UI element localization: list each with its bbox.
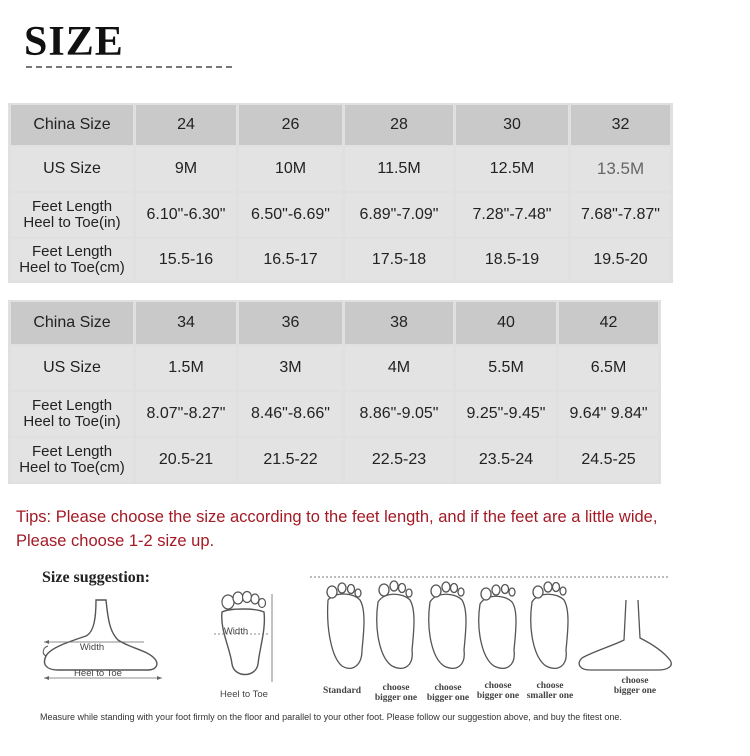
table-row [11, 147, 670, 191]
foot-type-label-line: bigger one [476, 691, 520, 701]
table-header-cell: 38 [345, 302, 453, 344]
table-cell: 11.5M [345, 147, 453, 191]
table-cell: 6.10"-6.30" [136, 193, 236, 237]
table-cell: 20.5-21 [136, 438, 236, 482]
table-cell: 21.5-22 [239, 438, 342, 482]
table-row [11, 392, 658, 436]
table-header-cell: 30 [456, 105, 568, 145]
row-label: US Size [11, 346, 133, 390]
table-cell: 23.5-24 [456, 438, 556, 482]
size-suggestion-title: Size suggestion: [42, 569, 150, 586]
foot-type-label [370, 683, 422, 703]
row-label: US Size [11, 147, 133, 191]
measurement-note: Measure while standing with your foot firmly on the floor and parallel to your other foot. Please follow our suggestion above, and buy the fitest one. [40, 712, 622, 722]
foot-type-label-line: choose [621, 676, 649, 686]
foot-type-label-line: bigger one [426, 693, 470, 703]
table-cell: 6.89"-7.09" [345, 193, 453, 237]
row-label [11, 239, 133, 281]
table-cell: 7.28"-7.48" [456, 193, 568, 237]
row-label [11, 392, 133, 436]
table-cell: 3M [239, 346, 342, 390]
table-cell: 19.5-20 [571, 239, 670, 281]
width-label-2: Width [223, 626, 249, 637]
foot-type-label-line: choose [536, 681, 564, 691]
foot-type-label [606, 676, 664, 696]
foot-type-label-line: bigger one [374, 693, 418, 703]
foot-type-label-line: bigger one [613, 686, 657, 696]
size-table-2 [8, 300, 661, 484]
table-cell: 5.5M [456, 346, 556, 390]
table-cell: 16.5-17 [239, 239, 342, 281]
foot-type-label-line: choose [484, 681, 512, 691]
table-cell: 9M [136, 147, 236, 191]
row-label-line: Heel to Toe(in) [23, 214, 121, 231]
table-header-cell: 28 [345, 105, 453, 145]
row-label [11, 438, 133, 482]
table-row [11, 193, 670, 237]
table-cell: 8.07"-8.27" [136, 392, 236, 436]
table-row [11, 239, 670, 281]
table-cell: 17.5-18 [345, 239, 453, 281]
table-cell: 12.5M [456, 147, 568, 191]
table-row [11, 105, 670, 145]
table-header-cell: 32 [571, 105, 670, 145]
foot-types-illustration [312, 580, 692, 680]
foot-type-label-line: choose [382, 683, 410, 693]
table-header-cell: 42 [559, 302, 658, 344]
page-title: SIZE [24, 19, 124, 65]
foot-type-label-line: choose [434, 683, 462, 693]
table-header-cell: China Size [11, 105, 133, 145]
tips-line: Tips: Please choose the size according to the feet length, and if the feet are a little wide, [16, 508, 658, 526]
heel-to-toe-label-2: Heel to Toe [220, 689, 268, 700]
row-label-line: Heel to Toe(cm) [19, 259, 125, 276]
width-label: Width [79, 642, 105, 653]
table-cell: 10M [239, 147, 342, 191]
row-label-line: Feet Length [31, 243, 113, 260]
table-cell: 6.5M [559, 346, 658, 390]
row-label-line: Heel to Toe(in) [23, 413, 121, 430]
size-table-1 [8, 103, 673, 283]
foot-type-label-line: Standard [322, 686, 361, 696]
tips-line: Please choose 1-2 size up. [16, 532, 215, 550]
table-cell: 9.25"-9.45" [456, 392, 556, 436]
table-header-cell: 36 [239, 302, 342, 344]
table-row [11, 438, 658, 482]
table-cell: 6.50"-6.69" [239, 193, 342, 237]
row-label-line: Feet Length [31, 198, 113, 215]
table-row [11, 302, 658, 344]
foot-type-label [522, 681, 578, 701]
row-label-line: Feet Length [31, 443, 113, 460]
foot-type-label [316, 686, 368, 696]
table-cell: 22.5-23 [345, 438, 453, 482]
foot-type-label [422, 683, 474, 703]
size-tips [16, 505, 657, 553]
table-cell: 1.5M [136, 346, 236, 390]
heel-to-toe-label: Heel to Toe [74, 668, 122, 679]
table-header-cell: 40 [456, 302, 556, 344]
sole-illustration [210, 590, 282, 686]
table-cell: 24.5-25 [559, 438, 658, 482]
title-divider [26, 66, 232, 68]
table-cell: 8.86"-9.05" [345, 392, 453, 436]
row-label [11, 193, 133, 237]
table-row [11, 346, 658, 390]
table-cell: 7.68"-7.87" [571, 193, 670, 237]
table-cell: 18.5-19 [456, 239, 568, 281]
table-cell: 8.46"-8.66" [239, 392, 342, 436]
table-header-cell: 34 [136, 302, 236, 344]
table-header-cell: 24 [136, 105, 236, 145]
table-cell: 15.5-16 [136, 239, 236, 281]
foot-type-label [472, 681, 524, 701]
table-header-cell: China Size [11, 302, 133, 344]
table-header-cell: 26 [239, 105, 342, 145]
table-cell: 9.64" 9.84" [559, 392, 658, 436]
table-cell: 4M [345, 346, 453, 390]
table-cell: 13.5M [571, 147, 670, 191]
row-label-line: Heel to Toe(cm) [19, 459, 125, 476]
foot-type-label-line: smaller one [526, 691, 574, 701]
row-label-line: Feet Length [31, 397, 113, 414]
